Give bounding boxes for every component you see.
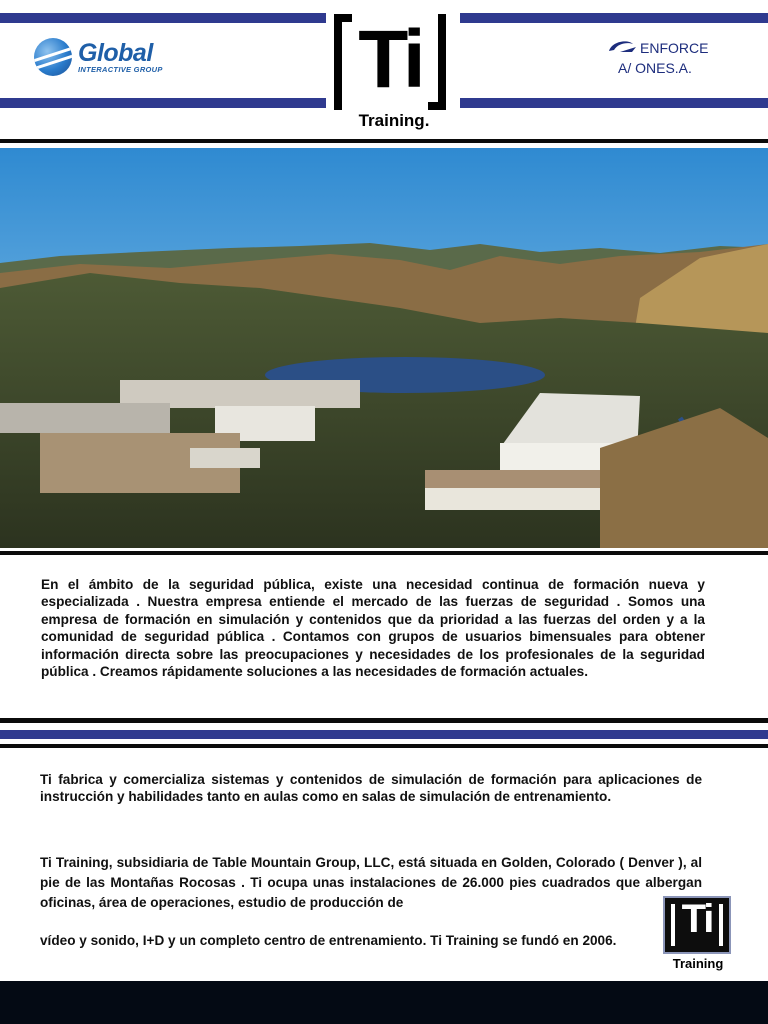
- ti-logo-small-letters: Ti: [681, 897, 713, 941]
- ti-logo-small: [663, 896, 731, 954]
- intro-paragraph: En el ámbito de la seguridad pública, existe una necesidad continua de formación nueva y especializada . Nuestra empresa entiende el mercado de las fuerzas de seguridad . Somos una empresa de formación en simulación y contenidos que da prioridad a las fuerzas del orden y a la comunidad de seguridad pública . Contamos con grupos de usuarios bimensuales para obtener información directa sobre las preocupaciones y necesidades de los profesionales de la seguridad pública . Creamos rápidamente soluciones a las necesidades de formación actuales.: [41, 577, 705, 680]
- products-paragraph: Ti fabrica y comercializa sistemas y contenidos de simulación de formación para aplicaciones de instrucción y habilidades tanto en aulas como en salas de simulación de entrenamiento.: [40, 772, 702, 805]
- ti-logo-label: Training.: [358, 111, 430, 130]
- company-paragraph: Ti Training, subsidiaria de Table Mountain Group, LLC, está situada en Golden, Colorado ( Denver ), al pie de las Montañas Rocosas . Ti ocupa unas instalaciones de 26.000 pies cuadrados que albergan oficinas, área de operaciones, estudio de producción de: [40, 855, 702, 910]
- ti-logo-letters: Ti: [358, 14, 422, 105]
- globe-icon: [34, 38, 72, 76]
- mid-divider-blue: [0, 730, 768, 739]
- header-bar-mid-left: [0, 98, 326, 108]
- photo-divider: [0, 551, 768, 555]
- header-bar-top-right: [460, 13, 768, 23]
- header-bar-top-left: [0, 13, 326, 23]
- header-divider: [0, 139, 768, 143]
- mid-divider-black-bottom: [0, 744, 768, 748]
- global-logo: [34, 38, 163, 76]
- enforce-logo-line1: ENFORCE: [640, 40, 709, 56]
- enforce-logo: [606, 38, 746, 78]
- mid-divider-black-top: [0, 718, 768, 723]
- enforce-logo-line2: A/ ONES.A.: [618, 60, 692, 76]
- company-paragraph-end: vídeo y sonido, I+D y un completo centro de entrenamiento. Ti Training se fundó en 2006.: [40, 933, 617, 948]
- swoosh-icon: [606, 38, 640, 56]
- global-logo-subtitle: INTERACTIVE GROUP: [78, 64, 163, 74]
- header-bar-mid-right: [460, 98, 768, 108]
- ti-logo-small-label: Training: [672, 956, 724, 971]
- global-logo-name: Global: [78, 38, 153, 67]
- ti-logo: [334, 14, 446, 110]
- footer-bar: [0, 981, 768, 1024]
- aerial-photo: [0, 148, 768, 548]
